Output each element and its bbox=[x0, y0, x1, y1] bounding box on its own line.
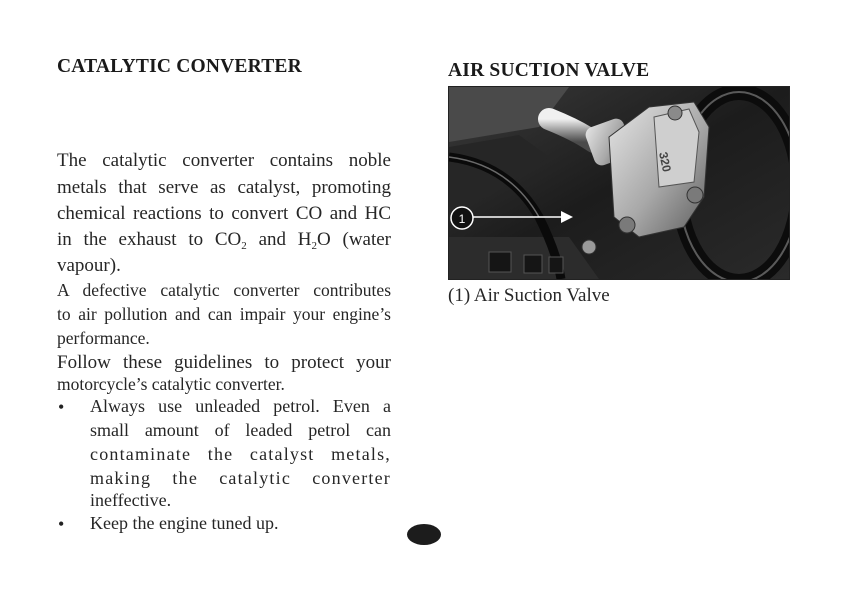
air-suction-valve-photo bbox=[448, 86, 790, 280]
stamped-number: 320 bbox=[656, 150, 674, 174]
paragraph-line: motorcycle’s catalytic converter. bbox=[57, 374, 285, 394]
paragraph-line-formula: in the exhaust to $CO_2$ and $H_2O$ (water bbox=[57, 229, 392, 252]
paragraph-line: performance. bbox=[57, 328, 150, 348]
paragraph-line: Follow these guidelines to protect your bbox=[57, 352, 391, 373]
page-number-oval bbox=[407, 524, 441, 545]
bullet-icon: • bbox=[58, 397, 65, 417]
bullet-line: contaminate the catalyst metals, bbox=[90, 444, 391, 464]
catalytic-converter-heading: CATALYTIC CONVERTER bbox=[57, 56, 302, 77]
paragraph-line: metals that serve as catalyst, promoting bbox=[57, 177, 391, 198]
engine-photo-illustration bbox=[449, 87, 789, 279]
callout-number: 1 bbox=[458, 212, 466, 226]
bullet-line: ineffective. bbox=[90, 490, 172, 510]
paragraph-line: A defective catalytic converter contributes bbox=[57, 280, 391, 300]
air-suction-valve-heading: AIR SUCTION VALVE bbox=[448, 60, 650, 81]
paragraph-line: to air pollution and can impair your engine’s bbox=[57, 304, 391, 324]
paragraph-line: vapour). bbox=[57, 255, 121, 276]
paragraph-line: chemical reactions to convert CO and HC bbox=[57, 203, 391, 224]
bullet-line: making the catalytic converter bbox=[90, 468, 391, 488]
bullet-line: Always use unleaded petrol. Even a bbox=[90, 396, 391, 416]
bullet-icon: • bbox=[58, 514, 65, 534]
photo-caption: (1) Air Suction Valve bbox=[448, 285, 610, 306]
bullet-line: Keep the engine tuned up. bbox=[90, 513, 279, 533]
bullet-line: small amount of leaded petrol can bbox=[90, 420, 391, 440]
paragraph-line: The catalytic converter contains noble bbox=[57, 150, 391, 171]
